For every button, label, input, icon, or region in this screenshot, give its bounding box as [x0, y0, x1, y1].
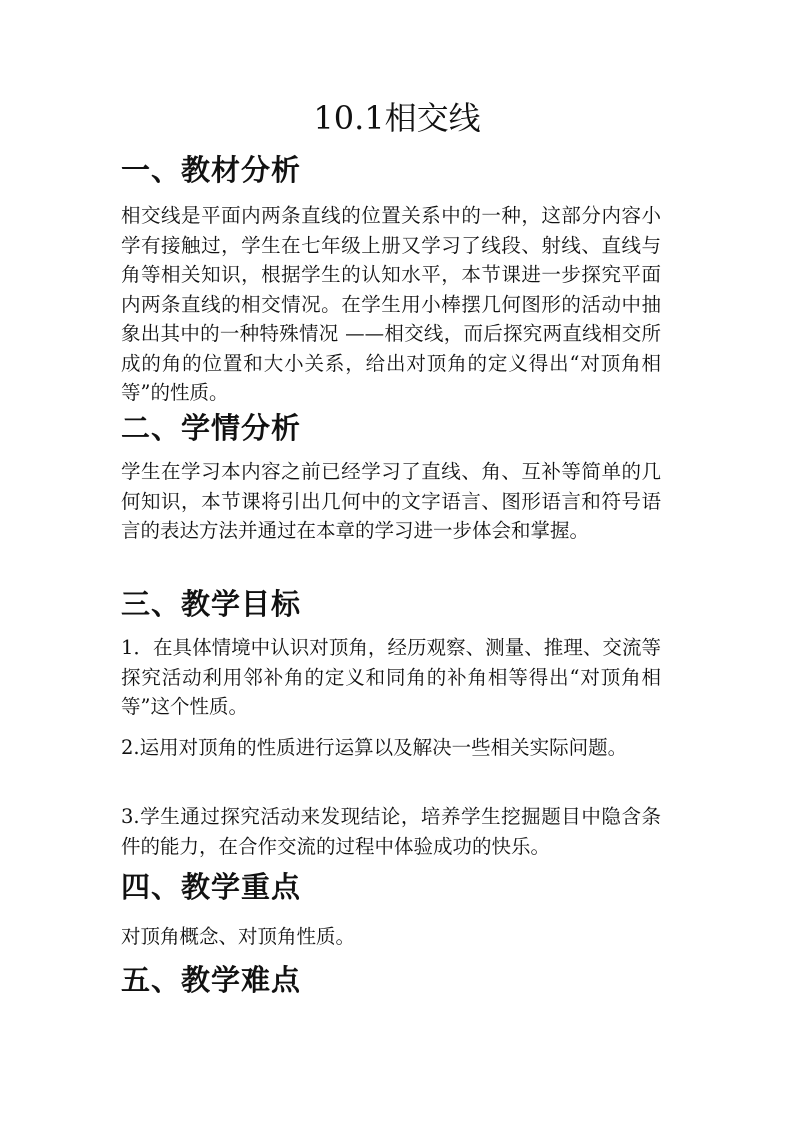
paragraph-student-analysis: 学生在学习本内容之前已经学习了直线、角、互补等简单的几何知识，本节课将引出几何中的文字语言、图形语言和符号语言的表达方法并通过在本章的学习进一步体会和掌握。 — [121, 460, 661, 542]
section-heading-teaching-goals: 三、教学目标 — [121, 587, 302, 621]
section-heading-key-points: 四、教学重点 — [121, 870, 302, 904]
paragraph-key-points: 对顶角概念、对顶角性质。 — [121, 925, 356, 948]
page-title: 10.1相交线 — [313, 99, 481, 137]
paragraph-goal-3: 3.学生通过探究活动来发现结论，培养学生挖掘题目中隐含条件的能力，在合作交流的过程中体验成功的快乐。 — [121, 805, 661, 858]
paragraph-goal-1: 1．在具体情境中认识对顶角，经历观察、测量、推理、交流等探究活动利用邻补角的定义和同角的补角相等得出“对顶角相等”这个性质。 — [121, 636, 661, 718]
section-heading-student-analysis: 二、学情分析 — [121, 411, 302, 445]
section-heading-difficulties: 五、教学难点 — [121, 963, 302, 997]
section-heading-textbook-analysis: 一、教材分析 — [121, 153, 302, 187]
paragraph-goal-2: 2.运用对顶角的性质进行运算以及解决一些相关实际问题。 — [121, 736, 628, 759]
paragraph-textbook-analysis: 相交线是平面内两条直线的位置关系中的一种，这部分内容小学有接触过，学生在七年级上册又学习了线段、射线、直线与角等相关知识，根据学生的认知水平，本节课进一步探究平面内两条直线的相交情况。在学生用小棒摆几何图形的活动中抽象出其中的一种特殊情况 ——相交线，而后探究两直线相交所成的角的位置和大小关系，给出对顶角的定义得出“对顶角相等”的性质。 — [121, 204, 661, 404]
